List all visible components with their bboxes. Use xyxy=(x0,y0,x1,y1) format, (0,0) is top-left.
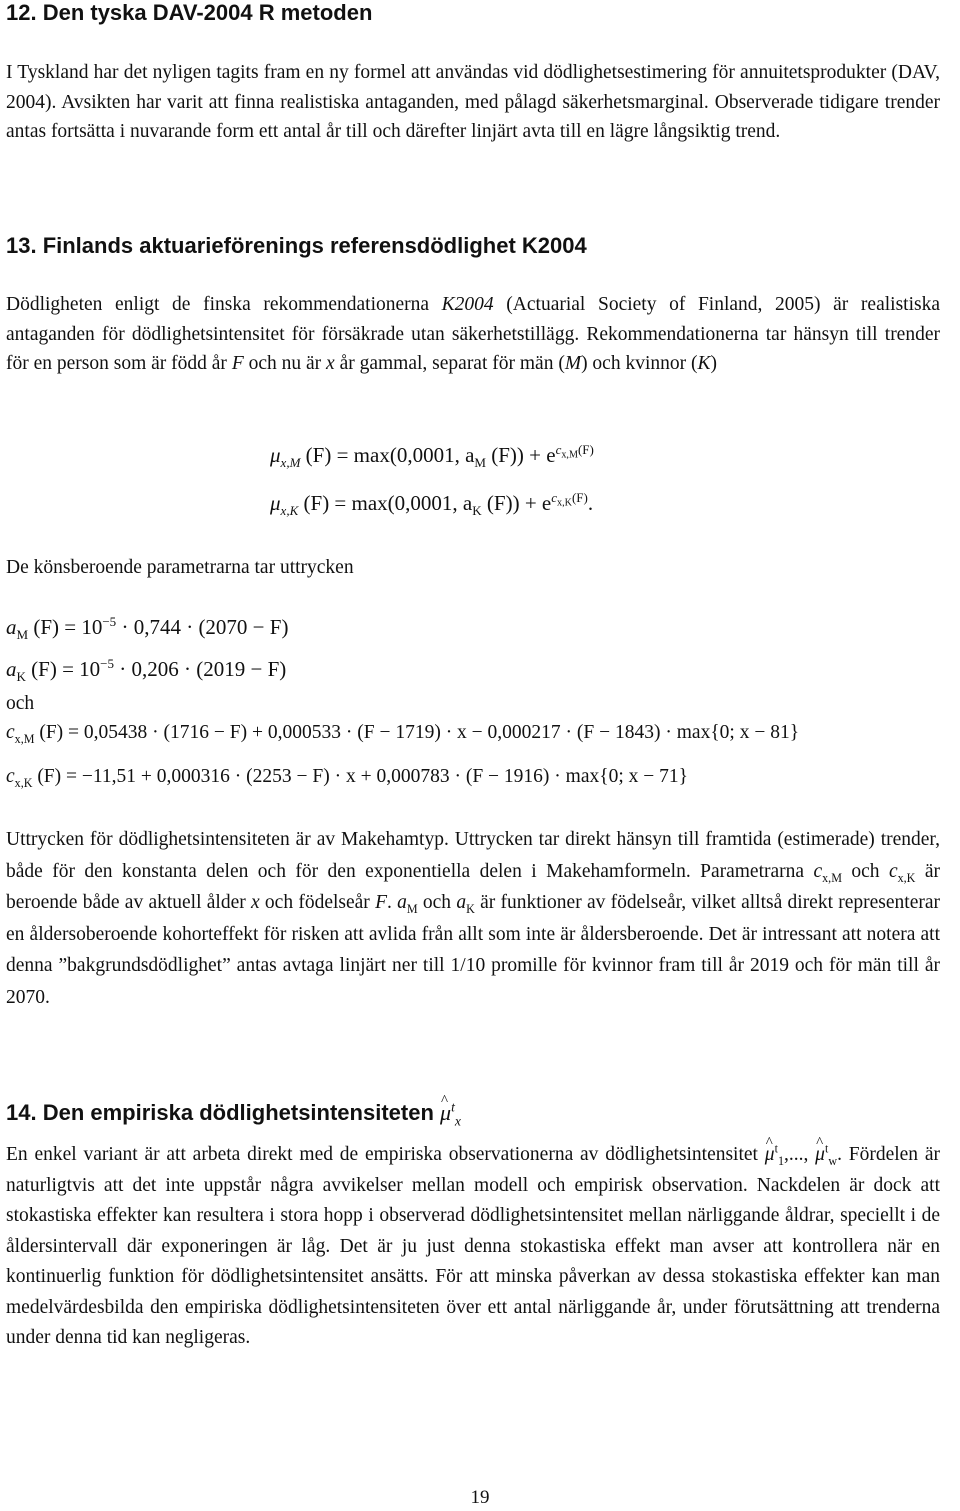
equation-a-male: $a_M$ $(F) = 10^{-5} \cdot 0,744 \cdot (2070 - F)$ xyxy=(6,614,289,643)
section-12-paragraph: I Tyskland har det nyligen tagits fram en ny formel att användas vid dödlighetsestimering för annuitetsprodukter (DAV, 2004). Avsikten har varit att finna realistiska antaganden, med pålagd säkerhetsmarginal. Observerade tidigare trender antas fortsätta i nuvarande form ett antal år till och därefter linjärt avta till en lägre långsiktig trend. xyxy=(6,62,940,143)
section-12-heading: 12. Den tyska DAV-2004 R metoden xyxy=(6,0,373,25)
equation-mu-female: $\mu_{x,K}$ (F) = max(0,0001, $a_K$ $(F)) + e^{c_{x,K}(F)}$. xyxy=(270,490,594,519)
section-13-heading: 13. Finlands aktuarieförenings referensdödlighet K2004 xyxy=(6,233,587,258)
mu-hat-symbol: ^ $\mu^t_x$ xyxy=(440,1100,461,1125)
equation-a-female: $a_K$ $(F) = 10^{-5} \cdot 0,206 \cdot (2019 - F)$ xyxy=(6,656,287,685)
section-13-paragraph-2: Uttrycken för dödlighetsintensiteten är av Makehamtyp. Uttrycken tar direkt hänsyn till framtida (estimerade) trender, både för den konstanta delen och för den exponentiella delen i Makehamformeln. Parametrarna $c_{x,M}$ och $c_{x,K}$ är beroende både av aktuell ålder x och födelseår F. $a_M$ och $a_K$ är funktioner av födelseår, vilket alltså direkt representerar en åldersoberoende kohorteffekt för risken att avlida från allt som inte är åldersberoende. Det är intressant att notera att denna ”bakgrundsdödlighet” antas avtaga linjärt ner till 1/10 promille för kvinnor fram till år 2019 och för män till år 2070. xyxy=(6,829,941,1008)
equation-mu-male: $\mu_{x,M}$ (F) = max(0,0001, $a_M$ $(F)) + e^{c_{x,M}(F)}$ xyxy=(270,442,594,471)
parameter-intro: De könsberoende parametrarna tar uttrycken xyxy=(6,557,354,578)
equation-c-female: $c_{x,K}$ (F) = −11,51 + 0,000316 · (2253 − F) · x + 0,000783 · (F − 1916) · max{0; x − 71} xyxy=(6,766,689,790)
page-number: 19 xyxy=(470,1487,490,1508)
och-connector: och xyxy=(6,693,35,714)
section-14-heading: 14. Den empiriska dödlighetsintensiteten ^ $\mu^t_x$ xyxy=(6,1100,461,1126)
equation-c-male: $c_{x,M}$ (F) = 0,05438 · (1716 − F) + 0,000533 · (F − 1719) · x − 0,000217 · (F − 1843) · max{0; x − 81} xyxy=(6,722,800,746)
section-13-paragraph-1: Dödligheten enligt de finska rekommendationerna K2004 (Actuarial Society of Finland, 2005) är realistiska antaganden för dödlighetsintensitet för försäkrade utan säkerhetstillägg. Rekommendationerna tar hänsyn till trender för en person som är född år F och nu är x år gammal, separat för män (M) och kvinnor (K) xyxy=(6,294,940,375)
section-14-paragraph: En enkel variant är att arbeta direkt med de empiriska observationerna av dödlighetsintensitet ^ $\mu^t_1$,..., ^ $\mu^t_w$. Fördelen är naturligtvis att det inte uppstår några avvikelser mellan modell och empirisk observation. Nackdelen är dock att stokastiska effekter kan resultera i stora hopp i observerad dödlighetsintensitet mellan närliggande åldrar, speciellt i de åldersintervall där exponeringen är låg. Det är ju just denna stokastiska effekt man avser att kontrollera när en kontinuerlig funktion för dödlighetsintensitet ansätts. För att minska påverkan av dessa stokastiska effekter kan man medelvärdesbilda den empiriska dödlighetsintensiteten över ett antal närliggande år, under förutsättning att trenderna under denna tid kan negligeras. xyxy=(6,1140,940,1354)
